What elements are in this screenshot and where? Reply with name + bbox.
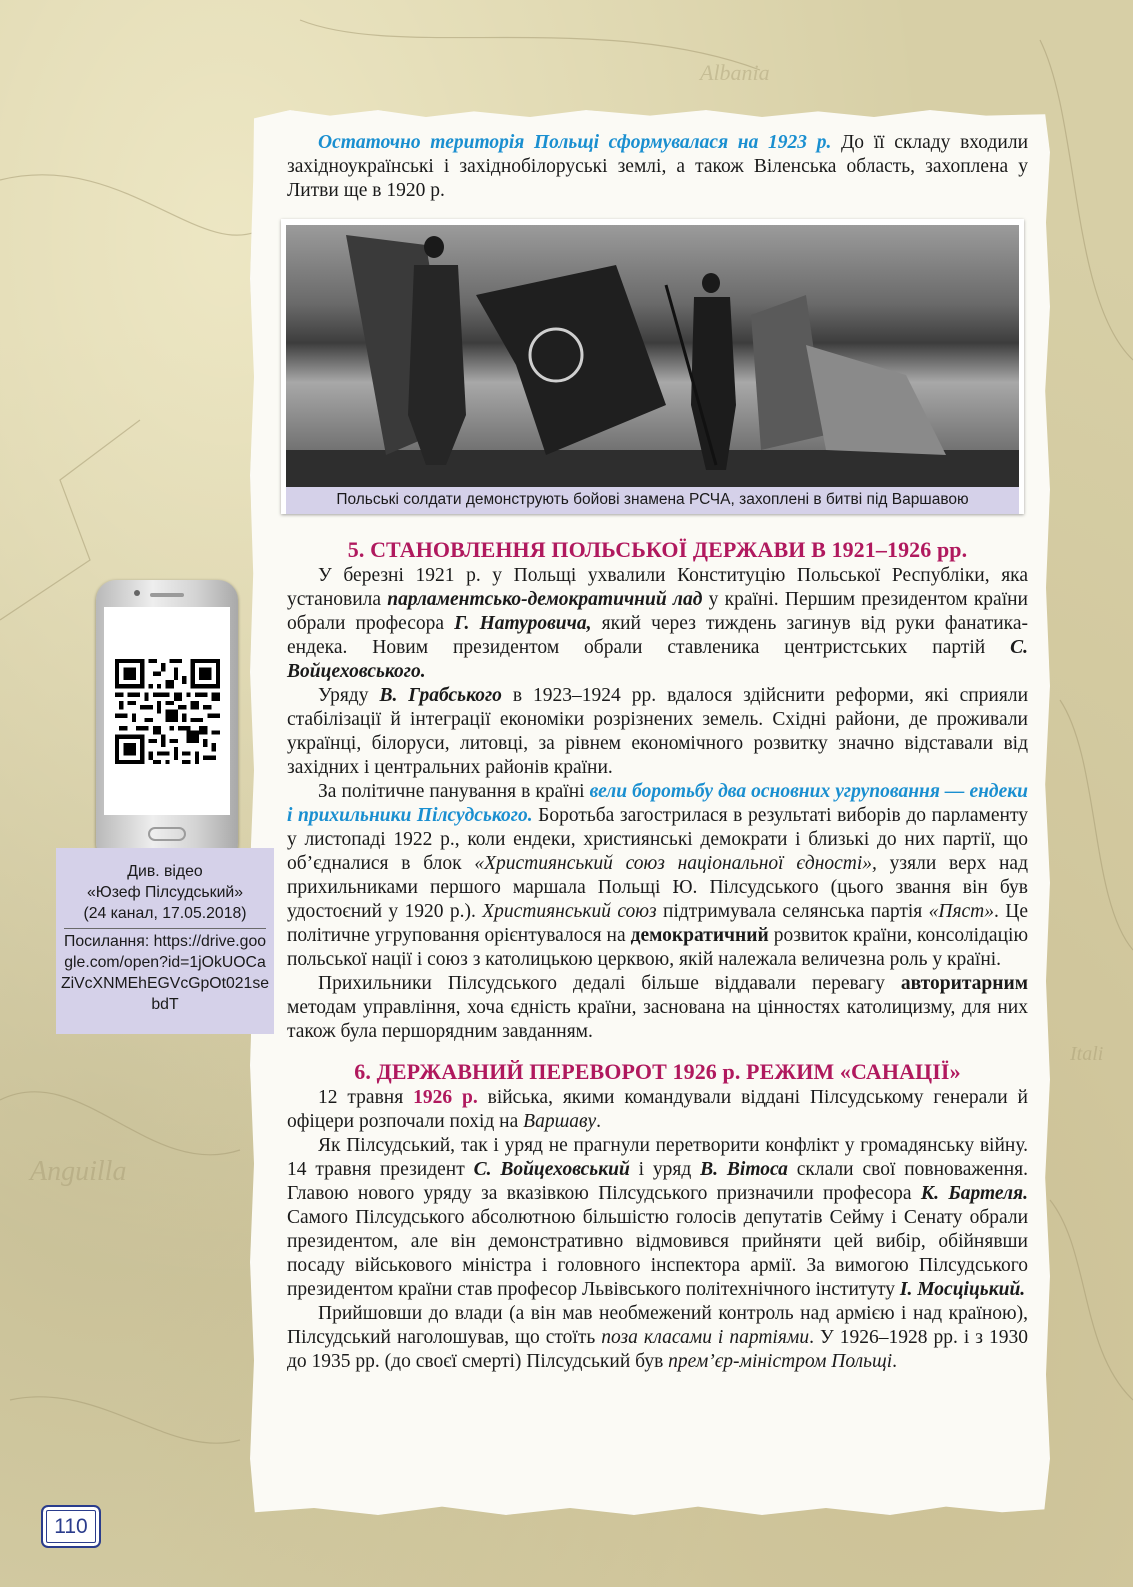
photo-figure	[281, 219, 1024, 514]
phone-camera-icon	[134, 590, 140, 596]
phone-speaker	[150, 593, 184, 597]
phone-qr-graphic	[96, 580, 238, 863]
section-6-paragraph-1: 12 травня 1926 р. війська, якими командували віддані Пілсудському генерали й офіцери розпочали похід на Варшаву.	[287, 1087, 1028, 1132]
section-5-paragraph-4: Прихильники Пілсудського дедалі більше віддавали перевагу авторитарним методам управління, хоча єдність країни, заснована на цінностях католицизму, для них також була першорядним завданням.	[287, 973, 1028, 1042]
photo-illustration	[286, 225, 1019, 487]
phone-screen	[104, 607, 230, 815]
section-6-paragraph-2: Як Пілсудський, так і уряд не прагнули перетворити конфлікт у громадянську війну. 14 травня президент С. Войцеховський і уряд В. Вітоса склали свої повноваження. Главою нового уряду за вказівкою Пілсудського призначили професора К. Бартеля. Самого Пілсудського абсолютною більшістю голосів депутатів Сейму і Сенату обрали президентом, але він демонстративно відмовився прийняти цей вибір, обійнявши посаду військового міністра і головного інспектора армії. За вимогою Пілсудського президентом країни став професор Львівського політехнічного інституту І. Мосціцький.	[287, 1135, 1028, 1300]
section-5-paragraph-2: Уряду В. Грабського в 1923–1924 рр. вдалося здійснити реформи, які сприяли стабілізації й інтеграції економіки розрізнених земель. Східні райони, де проживали українці, білоруси, литовці, за рівнем економічного розвитку значно відставали від західних і центральних районів країни.	[287, 685, 1029, 778]
intro-highlight: Остаточно територія Польщі сформувалася на 1923 р.	[318, 132, 832, 153]
video-info-box	[56, 848, 274, 1034]
video-link[interactable]: Посилання: https://drive.google.com/open?id=1jOkUOCaZiVcXNMEhEGVcGpOt021sebdT	[60, 933, 270, 1013]
section-5-paragraph-3: За політичне панування в країні вели боротьбу два основних угруповання — ендеки і прихильники Пілсудського. Боротьба загострилася в результаті виборів до парламенту у листопаді 1922 р., коли ендеки, християнські демократи і близькі до них партії, що об’єдналися в блок «Християнський союз національної єдності», узяли верх над прихильниками першого маршала Польщі Ю. Пілсудського (цього звання він був удостоєний у 1920 р.). Християнський союз підтримувала селянська партія «Пяст». Це політичне угруповання орієнтувалося на демократичний розвиток країни, консолідацію польської нації і союз з католицькою церквою, якій належала величезна роль у країні.	[287, 781, 1029, 970]
svg-text:Albania: Albania	[700, 60, 770, 85]
intro-paragraph	[287, 131, 1028, 203]
video-title: «Юзеф Пілсудський»	[86, 884, 244, 901]
sidebar-divider	[64, 928, 266, 929]
section-6-heading: 6. ДЕРЖАВНИЙ ПЕРЕВОРОТ 1926 р. РЕЖИМ «САНАЦІЇ»	[354, 1059, 961, 1084]
historic-photo	[286, 225, 1019, 487]
main-content	[287, 131, 1028, 1374]
section-5-paragraph-1: У березні 1921 р. у Польщі ухвалили Конституцію Польської Республіки, яка установила парламентсько-демократичний лад у країні. Першим президентом країни обрали професора Г. Натуровича, який через тиждень загинув від руки фанатика-ендека. Новим президентом обрали ставленика центристських партій С. Войцеховського.	[287, 565, 1028, 682]
svg-text:Anguilla: Anguilla	[30, 1156, 127, 1187]
video-label: Див. відео	[127, 863, 203, 880]
intro-text: До її складу входили західноукраїнські і західнобілоруські землі, а також Віленська область, захоплена у Литви ще в 1920 р.	[287, 132, 1029, 201]
photo-caption: Польські солдати демонструють бойові знамена РСЧА, захоплені в битві під Варшавою	[286, 487, 1019, 514]
page-number: 110	[41, 1505, 101, 1548]
phone-home-button	[148, 827, 186, 841]
section-6-paragraph-3: Прийшовши до влади (а він мав необмежений контроль над армією і над країною), Пілсудський наголошував, що стоїть поза класами і партіями. У 1926–1928 рр. і з 1930 до 1935 рр. (до своєї смерті) Пілсудський був прем’єр-міністром Польщі.	[287, 1303, 1029, 1372]
video-source: (24 канал, 17.05.2018)	[83, 905, 247, 922]
section-5-heading: 5. СТАНОВЛЕННЯ ПОЛЬСЬКОЇ ДЕРЖАВИ В 1921–1926 рр.	[347, 537, 968, 562]
qr-code-icon[interactable]	[115, 659, 220, 764]
svg-text:Itali: Itali	[1070, 1043, 1104, 1065]
